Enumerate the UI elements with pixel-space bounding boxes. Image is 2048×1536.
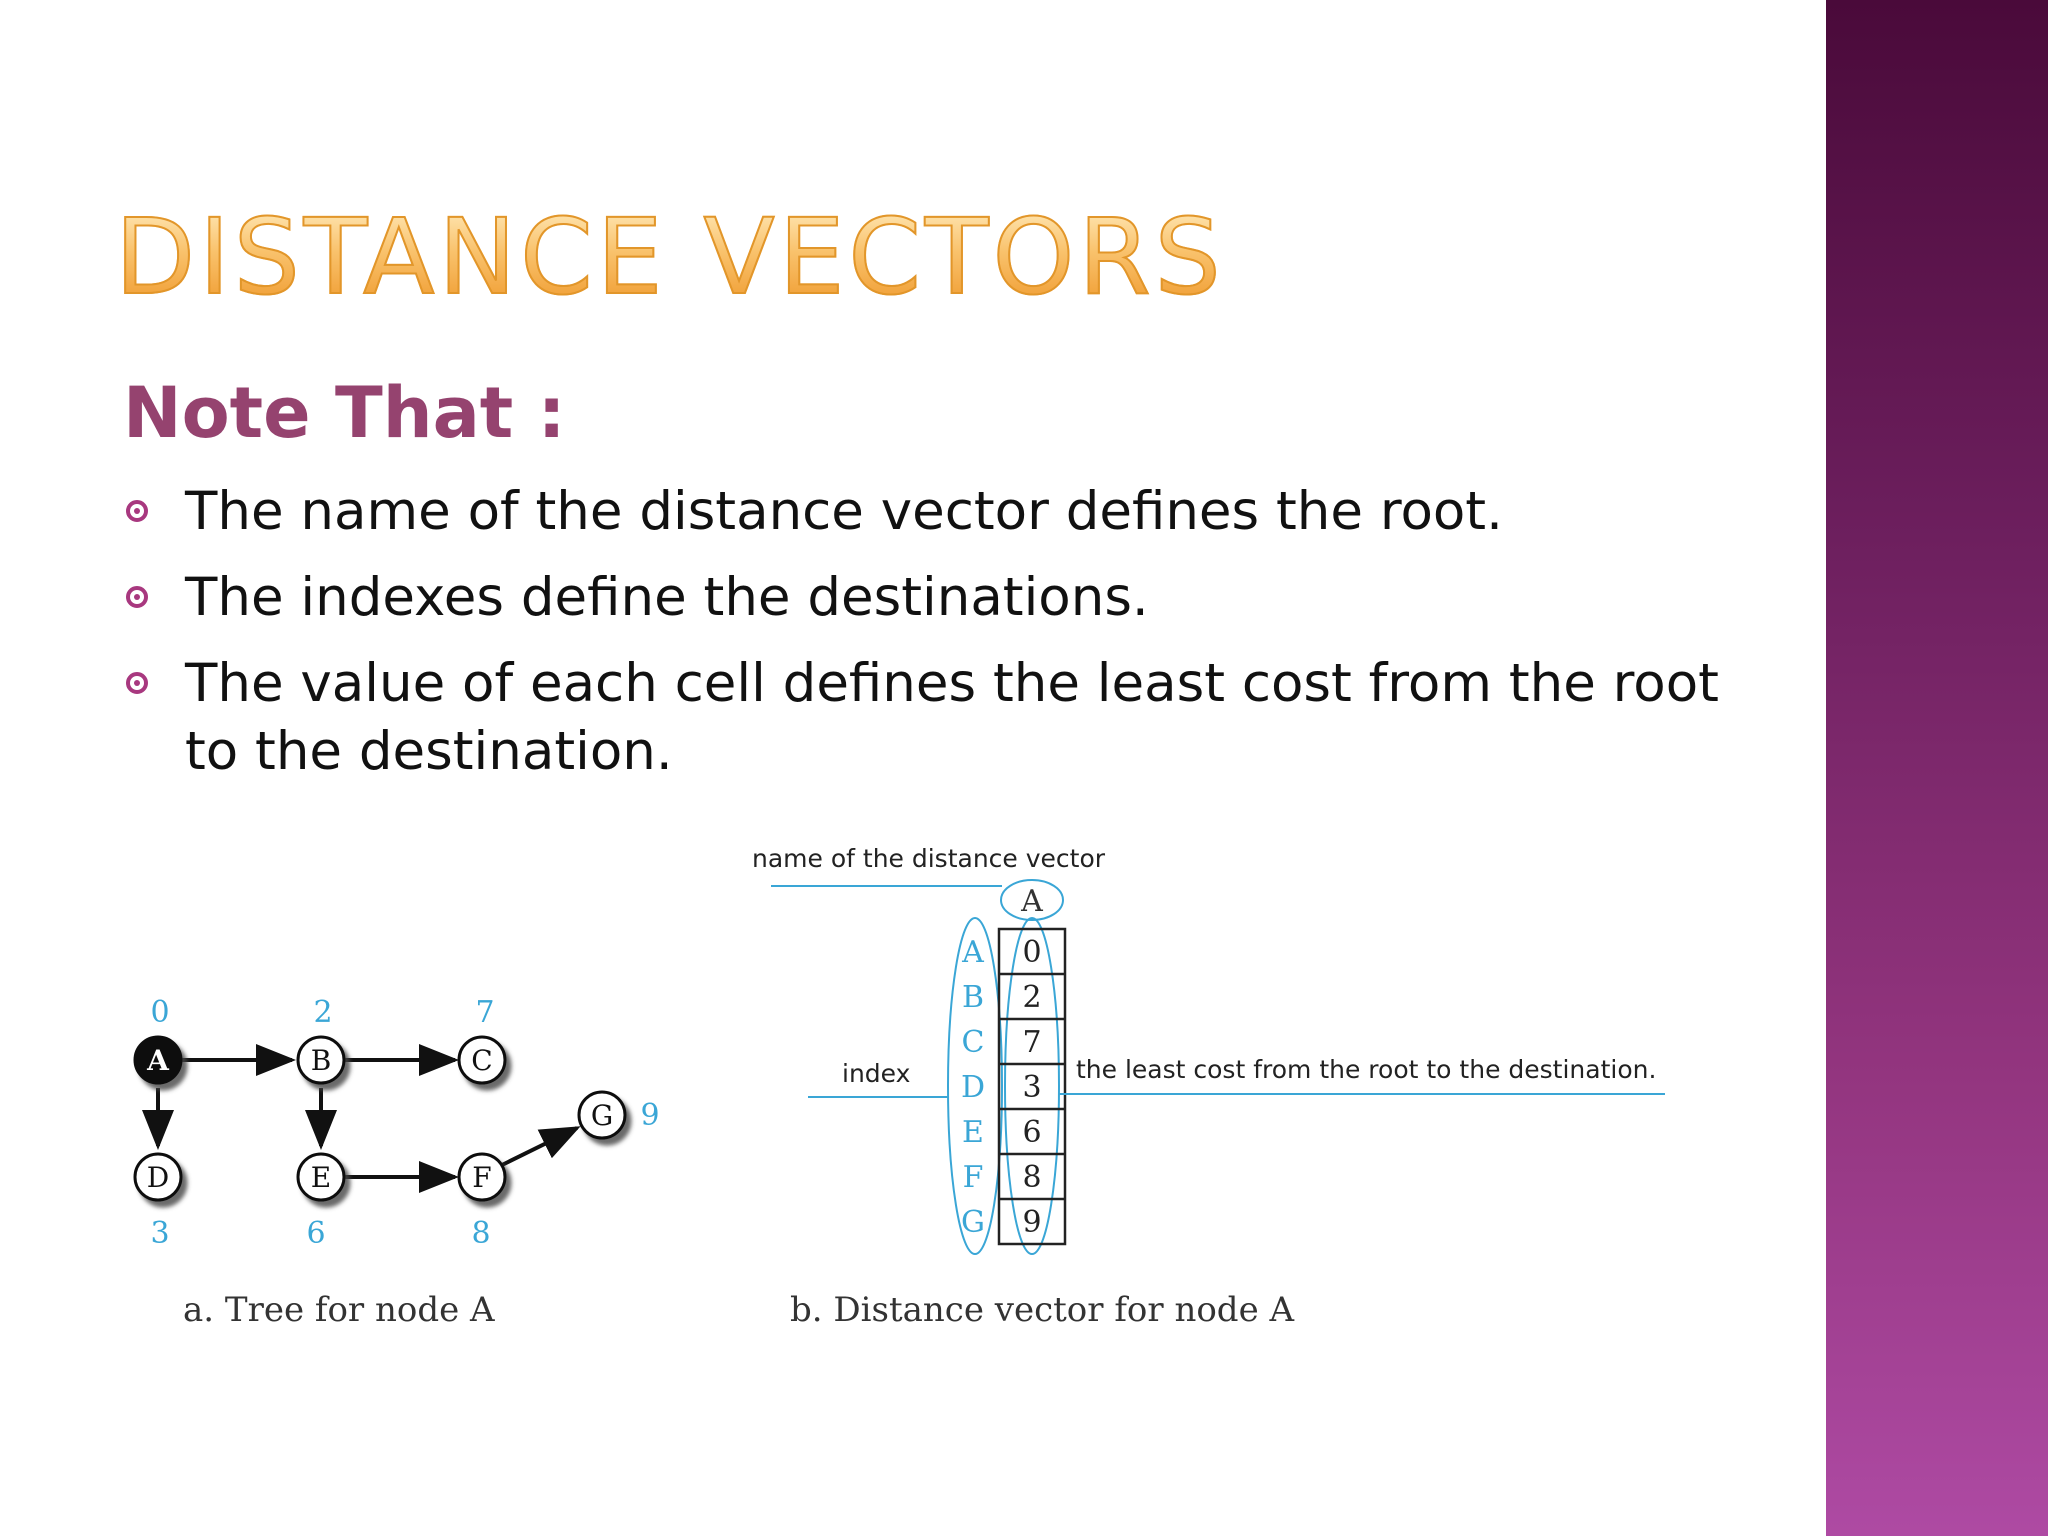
cell-value: 0	[1022, 935, 1042, 970]
node-cost: 8	[471, 1216, 491, 1251]
node-cost: 7	[475, 995, 495, 1030]
node-label: E	[310, 1161, 332, 1194]
edge-f-g	[502, 1128, 577, 1165]
tree-node-d	[135, 1154, 181, 1251]
side-decoration-band	[1826, 0, 2048, 1536]
vector-values	[1022, 935, 1041, 1240]
node-label: C	[471, 1044, 493, 1077]
bullet-text: The name of the distance vector defines the root.	[185, 481, 1503, 542]
node-cost: 3	[150, 1216, 170, 1251]
node-label: D	[146, 1161, 170, 1194]
node-cost: 9	[640, 1098, 660, 1133]
node-label: G	[590, 1099, 614, 1132]
index-label: B	[961, 980, 985, 1015]
vector-indexes	[961, 935, 985, 1240]
node-label: F	[472, 1161, 492, 1194]
cell-value: 8	[1022, 1160, 1042, 1195]
vector-name: A	[1021, 884, 1043, 919]
vector-name-label: name of the distance vector	[752, 844, 1106, 873]
node-cost: 2	[313, 995, 333, 1030]
node-cost: 6	[306, 1216, 326, 1251]
cell-value: 7	[1022, 1025, 1042, 1060]
index-label: F	[962, 1160, 984, 1195]
value-label-text: the least cost from the root to the destination.	[1076, 1055, 1657, 1084]
tree-diagram	[135, 995, 660, 1330]
cell-value: 2	[1022, 980, 1042, 1015]
tree-node-c	[459, 995, 505, 1083]
index-label-text: index	[842, 1059, 911, 1088]
tree-node-b	[298, 995, 344, 1083]
bullet-text: The indexes define the destinations.	[185, 567, 1149, 628]
bullet-text: The value of each cell defines the least cost from the root to the destination.	[185, 653, 1719, 782]
index-label: C	[961, 1025, 985, 1060]
index-label: E	[962, 1115, 984, 1150]
vector-diagram	[752, 844, 1665, 1330]
index-label: A	[962, 935, 984, 970]
index-label: G	[961, 1205, 985, 1240]
cell-value: 9	[1022, 1205, 1042, 1240]
tree-node-f	[459, 1154, 505, 1251]
vector-caption: b. Distance vector for node A	[790, 1290, 1295, 1330]
tree-node-e	[298, 1154, 344, 1251]
slide-subtitle: Note That :	[123, 372, 566, 454]
node-cost: 0	[150, 995, 170, 1030]
tree-edges	[158, 1060, 577, 1177]
cell-value: 3	[1022, 1070, 1042, 1105]
cell-value: 6	[1022, 1115, 1042, 1150]
tree-node-a	[135, 995, 181, 1083]
slide-title: DISTANCE VECTORS	[115, 196, 1225, 318]
node-label: A	[147, 1044, 169, 1077]
node-label: B	[310, 1044, 332, 1077]
tree-node-g	[579, 1092, 660, 1138]
tree-caption: a. Tree for node A	[183, 1290, 495, 1330]
index-label: D	[960, 1070, 986, 1105]
